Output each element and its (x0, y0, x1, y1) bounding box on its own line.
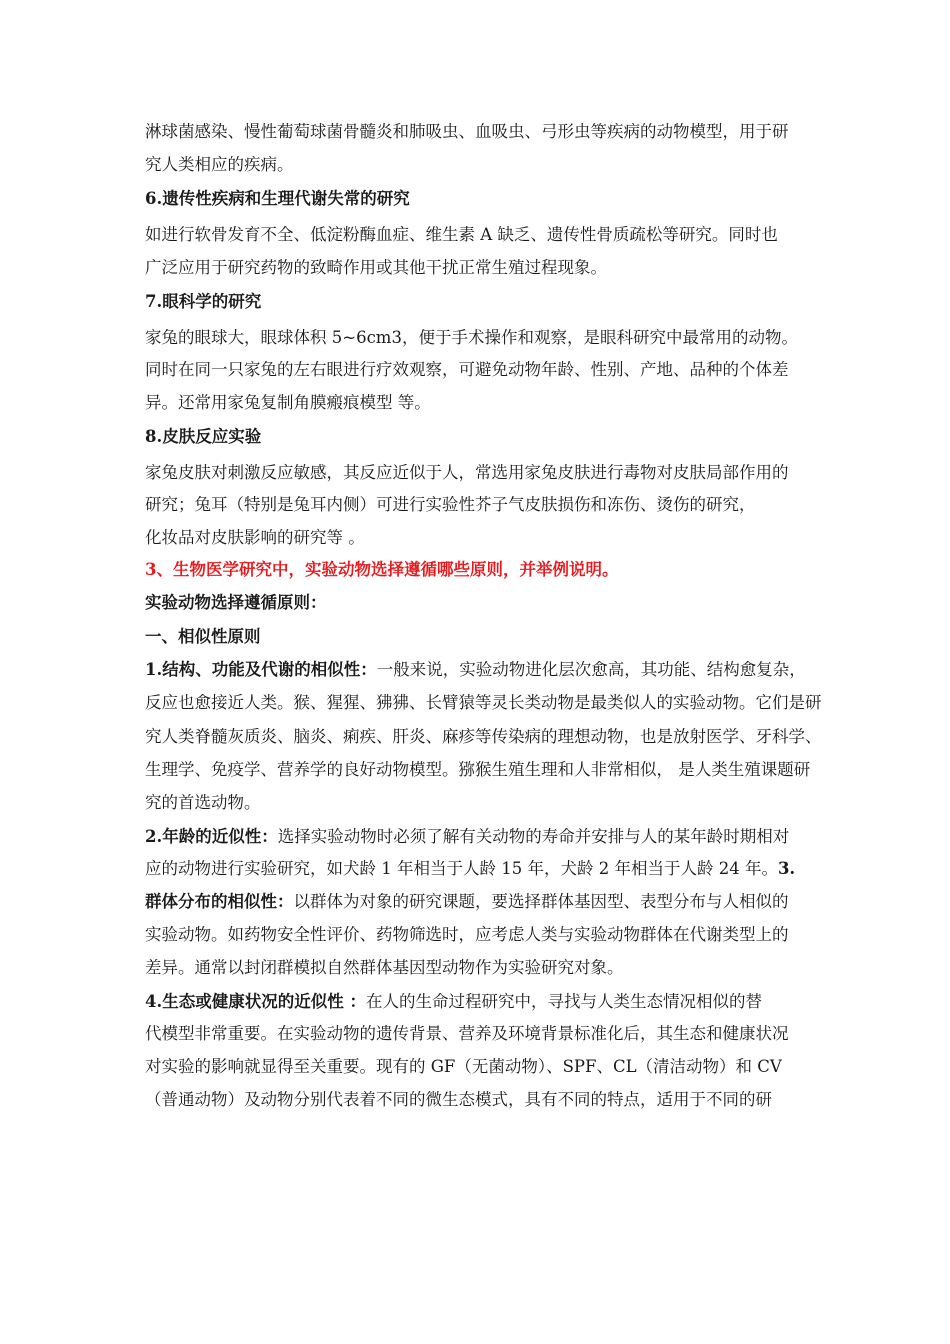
text-line: 广泛应用于研究药物的致畸作用或其他干扰正常生殖过程现象。 (145, 258, 607, 277)
text-span: 以群体为对象的研究课题，要选择群体基因型、表型分布与人相似的 (293, 892, 789, 911)
text-line: 家兔的眼球大，眼球体积 5~6cm3，便于手术操作和观察，是眼科研究中最常用的动物。 (145, 328, 798, 347)
text-line: 究人类脊髓灰质炎、脑炎、痢疾、肝炎、麻疹等传染病的理想动物，也是放射医学、牙科学、 (145, 727, 822, 746)
subheading: 实验动物选择遵循原则： (145, 593, 327, 612)
text-line: 异。还常用家兔复制角膜瘢痕模型 等。 (145, 393, 431, 412)
question-heading: 3、生物医学研究中，实验动物选择遵循哪些原则，并举例说明。 (145, 560, 619, 579)
text-line: 究人类相应的疾病。 (145, 155, 294, 174)
text-line: 化妆品对皮肤影响的研究等 。 (145, 528, 365, 547)
inline-heading: 2.年龄的近似性： (145, 827, 278, 846)
inline-heading: 1.结构、功能及代谢的相似性： (145, 660, 377, 679)
inline-heading: 3. (777, 859, 796, 878)
inline-heading: 群体分布的相似性： (145, 892, 294, 911)
text-line (145, 991, 762, 1013)
text-line: 反应也愈接近人类。猴、猩猩、狒狒、长臂猿等灵长类动物是最类似人的实验动物。它们是研 (145, 693, 822, 712)
text-span: 在人的生命过程研究中，寻找与人类生态情况相似的替 (365, 992, 762, 1011)
text-line (145, 659, 806, 681)
section-heading: 7.眼科学的研究 (145, 292, 262, 311)
subheading: 一、相似性原则 (145, 627, 261, 646)
text-span: 选择实验动物时必须了解有关动物的寿命并安排与人的某年龄时期相对 (277, 827, 790, 846)
text-line: 代模型非常重要。在实验动物的遗传背景、营养及环境背景标准化后，其生态和健康状况 (145, 1024, 789, 1043)
text-line: （普通动物）及动物分别代表着不同的微生态模式，具有不同的特点，适用于不同的研 (145, 1090, 772, 1109)
text-line: 淋球菌感染、慢性葡萄球菌骨髓炎和肺吸虫、血吸虫、弓形虫等疾病的动物模型，用于研 (145, 122, 789, 141)
text-line (145, 891, 789, 913)
section-heading: 6.遗传性疾病和生理代谢失常的研究 (145, 189, 410, 208)
text-line (145, 858, 795, 880)
text-line: 生理学、免疫学、营养学的良好动物模型。猕猴生殖生理和人非常相似， 是人类生殖课题研 (145, 760, 811, 779)
text-line: 如进行软骨发育不全、低淀粉酶血症、维生素 A 缺乏、遗传性骨质疏松等研究。同时也 (145, 225, 778, 244)
text-line: 实验动物。如药物安全性评价、药物筛选时，应考虑人类与实验动物群体在代谢类型上的 (145, 925, 789, 944)
text-line: 差异。通常以封闭群模拟自然群体基因型动物作为实验研究对象。 (145, 958, 624, 977)
text-line: 家兔皮肤对刺激反应敏感，其反应近似于人，常选用家兔皮肤进行毒物对皮肤局部作用的 (145, 463, 789, 482)
text-span: 一般来说，实验动物进化层次愈高，其功能、结构愈复杂， (376, 660, 806, 679)
text-line: 研究；兔耳（特别是兔耳内侧）可进行实验性芥子气皮肤损伤和冻伤、烫伤的研究， (145, 495, 756, 514)
text-line (145, 826, 789, 848)
inline-heading: 4.生态或健康状况的近似性 ： (145, 992, 366, 1011)
text-line: 究的首选动物。 (145, 793, 261, 812)
text-line: 对实验的影响就显得至关重要。现有的 GF（无菌动物）、SPF、CL（清洁动物）和 CV (145, 1057, 782, 1076)
text-span: 应的动物进行实验研究，如犬龄 1 年相当于人龄 15 年，犬龄 2 年相当于人龄 24 年。 (145, 859, 778, 878)
section-heading: 8.皮肤反应实验 (145, 427, 262, 446)
text-line: 同时在同一只家兔的左右眼进行疗效观察，可避免动物年龄、性别、产地、品种的个体差 (145, 360, 789, 379)
